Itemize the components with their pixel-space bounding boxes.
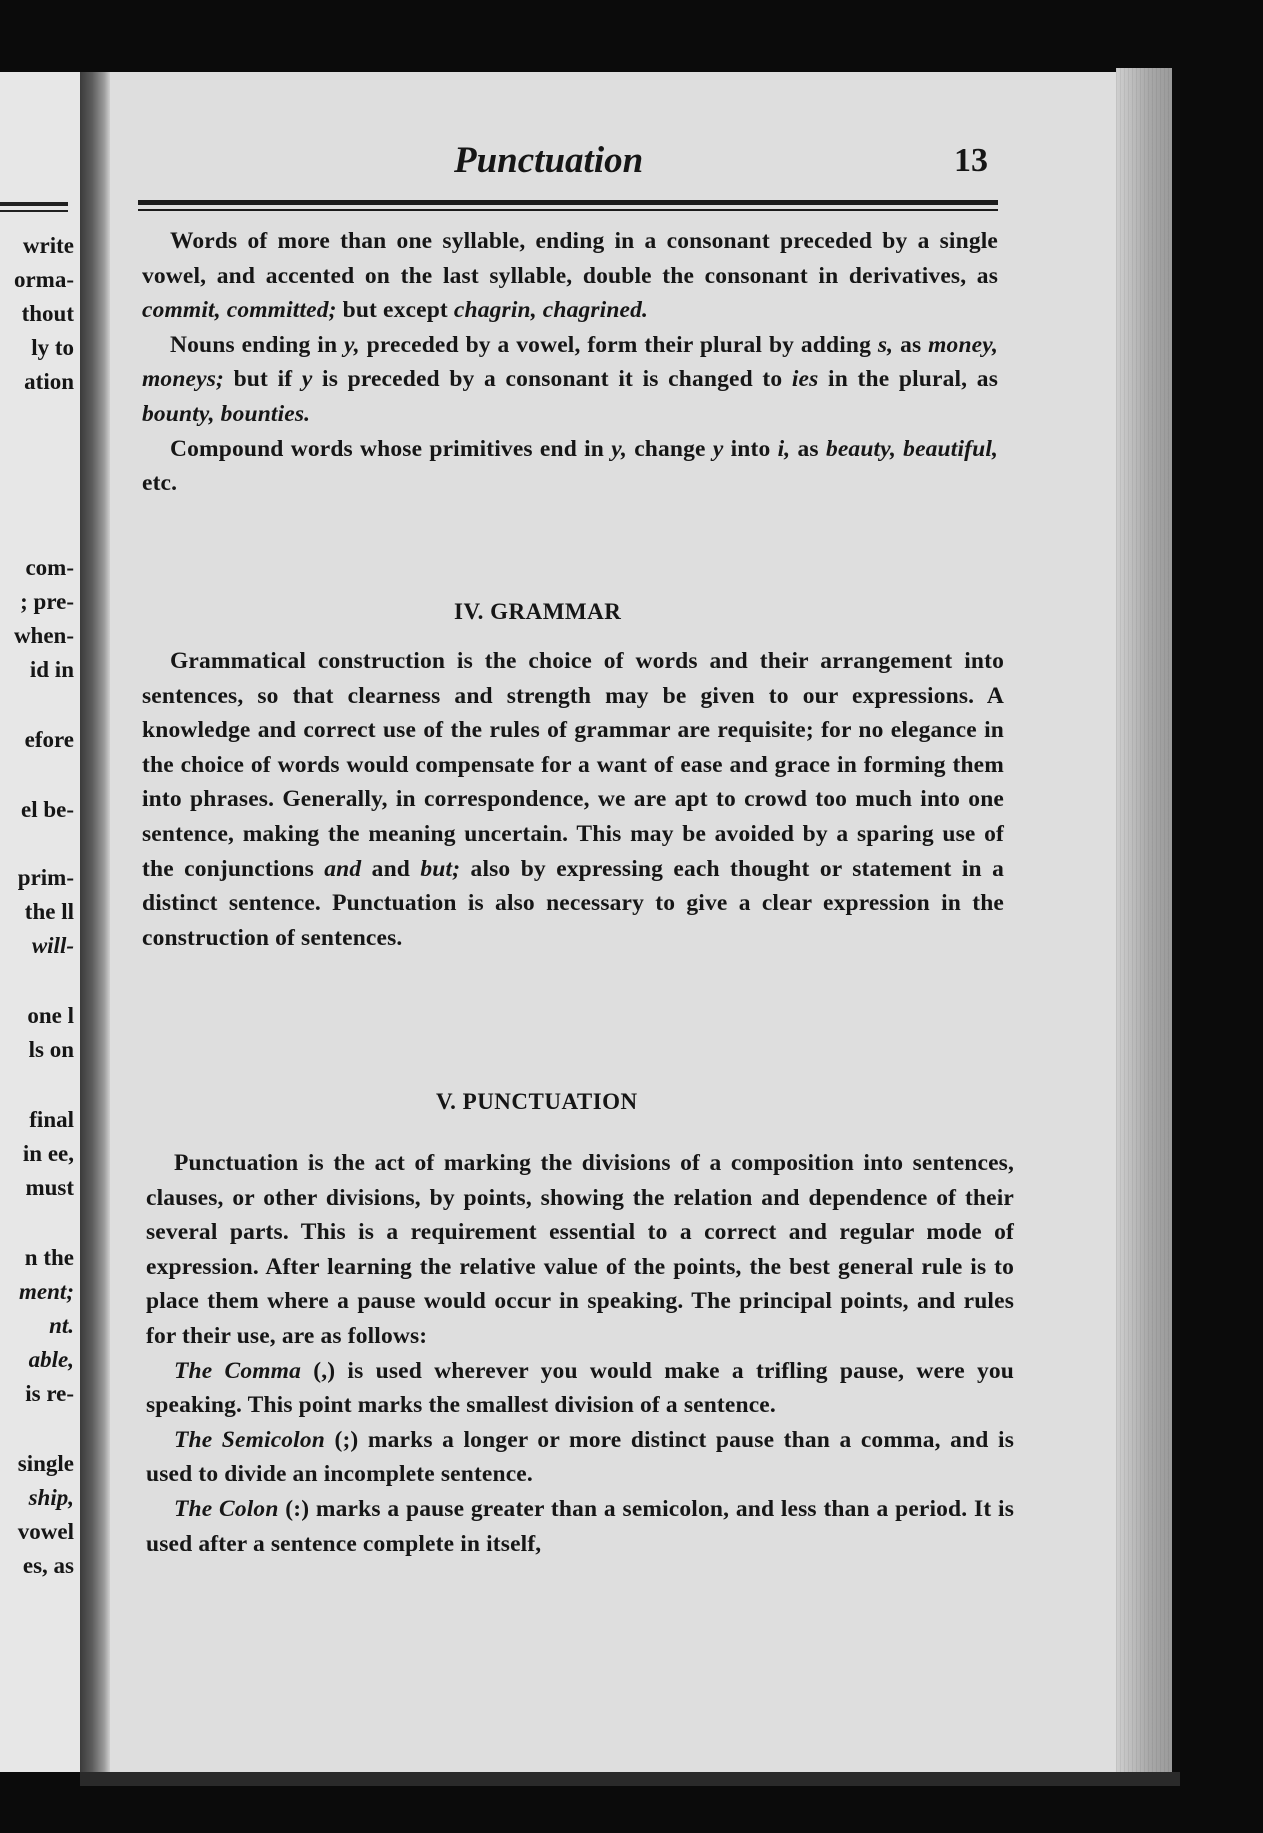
section-heading-punctuation: V. PUNCTUATION (436, 1089, 638, 1114)
left-page-fragment: prim- (17, 865, 74, 890)
left-page-fragment: when- (13, 623, 74, 648)
left-page-fragment: com- (25, 555, 74, 580)
left-page-fragment: final (29, 1107, 74, 1132)
left-page-fragment: es, as (22, 1553, 74, 1578)
left-page-fragment: ly to (31, 335, 74, 360)
paragraph-plural-y (142, 328, 998, 432)
left-facing-page (0, 72, 80, 1772)
left-page-fragment: id in (29, 657, 74, 682)
paragraph-semicolon (146, 1423, 1014, 1492)
left-page-fragment: in ee, (22, 1141, 74, 1166)
paragraph-compound-words (142, 432, 998, 501)
paragraph-colon (146, 1492, 1014, 1561)
header-rule-thin (138, 209, 998, 211)
italic-example: bounty, bounties. (142, 400, 311, 427)
left-page-fragment: vowel (17, 1519, 74, 1544)
text-run: Compound words whose primitives end in (170, 435, 612, 462)
bottom-shadow (80, 1772, 1180, 1786)
text-run: also by expressing each thought or statement in a distinct sentence. Punctuation is also necessary to give a clear expression in the construction of sentences. (142, 855, 1005, 951)
text-run: (:) marks a pause greater than a semicolon, and less than a period. It is used after a sentence complete in itself, (146, 1495, 1014, 1557)
text-run: Nouns ending in (170, 331, 345, 358)
left-page-fragment: ation (24, 369, 74, 394)
text-run: but except (336, 297, 454, 324)
italic-term: The Semicolon (174, 1426, 325, 1453)
left-page-fragment: ment; (19, 1279, 74, 1304)
left-page-fragment: write (22, 233, 74, 258)
italic-example: beauty, beautiful, (825, 435, 999, 462)
page-edges (1116, 68, 1172, 1780)
left-page-fragment: n the (24, 1245, 74, 1270)
paragraph-punctuation-definition: Punctuation is the act of marking the divisions of a composition into sentences, clauses, or other divisions, by points, showing the relation and dependence of their several parts. This is a requirement essential to a correct and regular mode of expression. After learning the relative value of the points, the best general rule is to place them where a pause would occur in speaking. The principal points, and rules for their use, are as follows: (146, 1150, 1014, 1349)
left-page-fragment: single (17, 1451, 74, 1476)
italic-term: The Colon (174, 1495, 279, 1522)
text-run: but if (223, 366, 302, 393)
text-run: as (893, 331, 929, 358)
page-number: 13 (954, 142, 988, 179)
paragraph-comma (146, 1354, 1014, 1423)
italic-example: i, (777, 435, 791, 462)
italic-example: but; (420, 855, 461, 882)
paragraph-grammar (142, 644, 1004, 955)
left-page-fragment: orma- (13, 267, 74, 292)
italic-example: y, (611, 435, 627, 462)
left-page-fragment: ls on (28, 1037, 74, 1062)
text-run: and (361, 855, 421, 882)
text-run: change (626, 435, 713, 462)
text-run: is preceded by a consonant it is changed to (312, 366, 792, 393)
left-page-fragment: the ll (24, 899, 74, 924)
text-run: in the plural, as (818, 366, 998, 393)
italic-example: y (301, 366, 313, 393)
left-page-fragment: one l (27, 1003, 74, 1028)
italic-example: y (712, 435, 724, 462)
italic-example: y, (344, 331, 360, 358)
intro-section (142, 224, 998, 501)
italic-example: and (324, 855, 362, 882)
book-gutter (80, 72, 110, 1772)
left-page-fragment: ; pre- (20, 589, 74, 614)
text-run: into (723, 435, 778, 462)
text-run: preceded by a vowel, form their plural by adding (359, 331, 878, 358)
text-run: (;) marks a longer or more distinct pause than a comma, and is used to divide an incomplete sentence. (146, 1426, 1014, 1488)
left-page-fragment: ship, (28, 1485, 74, 1510)
left-page-rule (0, 202, 68, 206)
italic-example: commit, committed; (142, 297, 337, 324)
grammar-section (142, 644, 1004, 955)
running-header-title: Punctuation (454, 140, 644, 181)
italic-example: ies (791, 366, 819, 393)
paragraph-doubling-consonant (142, 224, 998, 328)
italic-example: s, (877, 331, 894, 358)
header-rule-thick (138, 200, 998, 205)
italic-example: money, moneys; (142, 331, 998, 393)
section-heading-grammar: IV. GRAMMAR (454, 599, 622, 624)
left-page-fragment: must (25, 1175, 74, 1200)
left-page-fragment: will- (31, 933, 74, 958)
left-page-fragment: thout (21, 301, 74, 326)
punctuation-section (146, 1146, 1014, 1561)
italic-term: The Comma (174, 1357, 302, 1384)
left-page-fragment: el be- (20, 797, 74, 822)
left-page-fragment: efore (24, 727, 74, 752)
text-run: Words of more than one syllable, ending in a consonant preceded by a single vowel, and accented on the last syllable, double the consonant in derivatives, as (142, 228, 998, 289)
left-page-fragment: nt. (49, 1313, 74, 1338)
text-run: etc. (142, 470, 178, 497)
text-run: (,) is used wherever you would make a trifling pause, were you speaking. This point marks the smallest division of a sentence. (146, 1357, 1015, 1419)
left-page-rule-thin (0, 210, 68, 212)
left-page-fragment: is re- (25, 1381, 74, 1406)
italic-example: chagrin, chagrined. (453, 297, 649, 324)
left-page-fragment: able, (28, 1347, 74, 1372)
text-run: Grammatical construction is the choice of words and their arrangement into sentences, so that clearness and strength may be given to our expressions. A knowledge and correct use of the rules of grammar are requisite; for no elegance in the choice of words would compensate for a want of ease and grace in forming them into phrases. Generally, in correspondence, we are apt to crowd too much into one sentence, making the meaning uncertain. This may be avoided by a sparing use of the conjunctions (142, 648, 1004, 882)
text-run: as (790, 435, 826, 462)
